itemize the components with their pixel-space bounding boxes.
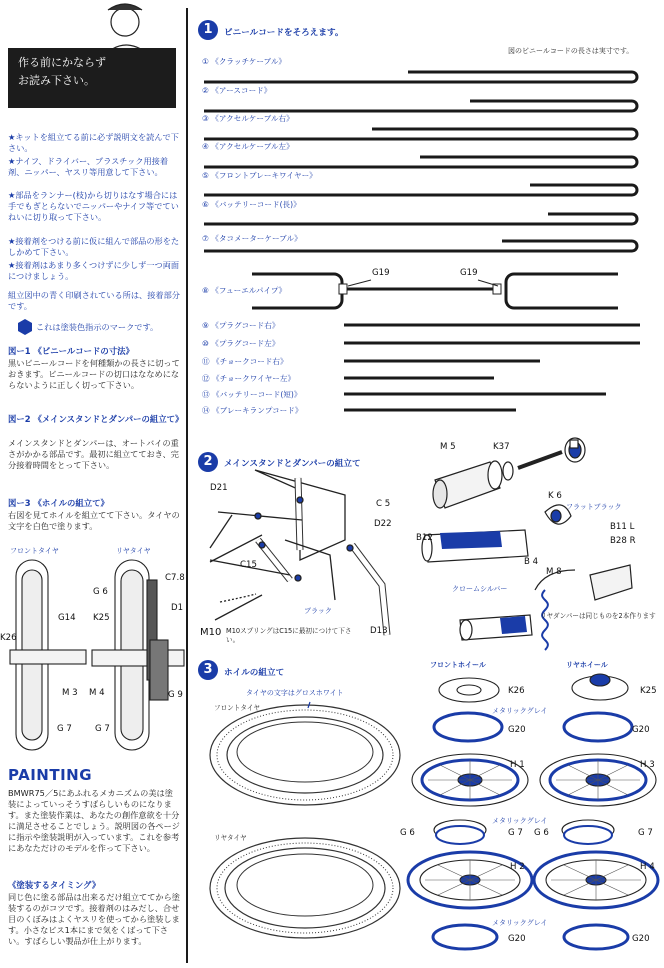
metallic-gray-label-3: メタリックグレイ (492, 919, 548, 927)
bullet-4: ★接着剤をつける前に仮に組んで部品の形をたしかめて下さい。 (8, 236, 180, 257)
part-g19-right: G19 (460, 268, 478, 278)
cord-label-5: ⑤ 《フロントブレーキワイヤー》 (202, 171, 317, 180)
part-m5: M 5 (440, 442, 456, 452)
column-divider (186, 8, 188, 963)
part-g19-left: G19 (372, 268, 390, 278)
rear-tire-caption: リヤタイヤ (214, 834, 247, 842)
part-c78: C7.8 (165, 573, 185, 583)
part-g7-rear: G 7 (95, 724, 110, 734)
actual-size-note: 図のビニールコードの長さは実寸です。 (508, 47, 634, 55)
part-g14: G14 (58, 613, 76, 623)
tire-text-note: タイヤの文字はグロスホワイト (246, 689, 344, 697)
read-first-board (8, 48, 176, 108)
bullet-1: ★キットを組立てる前に必ず説明文を読んで下さい。 (8, 132, 179, 153)
front-wheel-label: フロントホイール (430, 661, 486, 669)
paint-mark-icon (18, 319, 32, 335)
part-g9: G 9 (168, 690, 183, 700)
main-stand-illustration (210, 470, 387, 635)
painting-text: BMWR75／5にあふれるメカニズムの美は塗装によっていっそうすばらしいものになります。また塗装作業は、あなたの創作意欲を十分に満足させることでしょう。説明図の各ページに指示や塗装説明が入っています。これを参考にあなただけのモデルを作って下さい。 (8, 788, 180, 853)
bullet-2: ★ナイフ、ドライバー、プラスチック用接着剤、ニッパー、ヤスリ等用意して下さい。 (8, 156, 169, 177)
board-line-1: 作る前にかならず (18, 56, 106, 69)
part-g20-c: G20 (508, 934, 526, 944)
rear-damper-note: リヤダンパーは同じものを2本作ります (540, 612, 656, 620)
part-d13: D13 (370, 626, 388, 636)
front-tire-label: フロントタイヤ (10, 547, 59, 555)
part-d21: D21 (210, 483, 228, 493)
part-g7-rear-wheel: G 7 (638, 828, 653, 838)
timing-title: 《塗装するタイミング》 (8, 880, 101, 890)
part-g20-a: G20 (508, 725, 526, 735)
part-m8: M 8 (546, 567, 562, 577)
cord-label-3: ③ 《アクセルケーブル右》 (202, 114, 294, 123)
black-paint-label: ブラック (304, 607, 332, 615)
cord-label-11: ⑪ 《チョークコード右》 (202, 357, 288, 366)
part-b11: B11 L (610, 522, 635, 532)
part-k26: K26 (0, 633, 17, 643)
part-c15: C15 (240, 560, 257, 570)
timing-text: 同じ色に塗る部品は出来るだけ組立ててから塗装するのがコツです。接着剤のはみだし、合せ目のくぼみはよくヤスリを使ってから塗装します。小さなビス1本にまで気をくばって下さい。すばらしい製品が仕上がります。 (8, 892, 180, 946)
part-h1: H 1 (510, 760, 525, 770)
cord-label-6: ⑥ 《バッテリーコード(長)》 (202, 200, 301, 209)
bullet-3: ★部品をランナー(枝)から切りはなす場合には手でもぎとらないでニッパーやナイフ等でていねいに切り取って下さい。 (8, 190, 179, 222)
step-3-number: 3 (198, 660, 218, 680)
cord-label-1: ① 《クラッチケーブル》 (202, 57, 287, 66)
m10-spring-note: M10スプリングはC15に最初につけて下さい。 (226, 627, 352, 644)
part-k25: K25 (93, 613, 110, 623)
cord-label-7: ⑦ 《タコメーターケーブル》 (202, 234, 302, 243)
step-1-title: ビニールコードをそろえます。 (224, 28, 344, 38)
rear-tire-label: リヤタイヤ (116, 547, 151, 555)
tires-illustration (210, 702, 400, 938)
part-h3: H 3 (640, 760, 655, 770)
fig1-text: 黒いビニールコードを何種類かの長さに切っておきます。ビニールコードの切口はななめにならないように正しく切って下さい。 (8, 358, 180, 390)
part-m3: M 3 (62, 688, 78, 698)
paint-mark-text: これは塗装色指示のマークです。 (36, 322, 159, 332)
part-g6-front: G 6 (400, 828, 415, 838)
fig2-text: メインスタンドとダンパーは、オートバイの重さがかかる部品です。最初に組立てておき、完分接着時間をとって下さい。 (8, 438, 179, 470)
front-tire-caption: フロントタイヤ (214, 704, 261, 712)
metallic-gray-label-1: メタリックグレイ (492, 707, 548, 715)
part-b12: B12 (416, 533, 433, 543)
part-b28: B28 R (610, 536, 636, 546)
cord-label-13: ⑬ 《バッテリーコード(短)》 (202, 390, 302, 399)
part-g20-d: G20 (632, 934, 650, 944)
board-line-2: お読み下さい。 (18, 74, 95, 87)
step-1-number: 1 (198, 20, 218, 40)
part-d22: D22 (374, 519, 392, 529)
cord-label-10: ⑩ 《プラグコード左》 (202, 339, 280, 348)
metallic-gray-label-2: メタリックグレイ (492, 817, 548, 825)
rear-wheel-label: リヤホイール (566, 661, 608, 669)
part-h4: H 4 (640, 862, 655, 872)
part-m10: M10 (200, 627, 222, 638)
cord-label-4: ④ 《アクセルケーブル左》 (202, 142, 294, 151)
part-c5: C 5 (376, 499, 391, 509)
part-k6: K 6 (548, 491, 562, 501)
flat-black-label: フラットブラック (566, 503, 622, 511)
part-h2: H 2 (510, 862, 525, 872)
fig2-title: 図ー2 《メインスタンドとダンパーの組立て》 (8, 414, 184, 424)
fig3-text: 右図を見てホイルを組立てて下さい。タイヤの文字を白色で塗ります。 (8, 510, 180, 531)
cord-label-14: ⑭ 《ブレーキランプコード》 (202, 406, 303, 415)
fig1-title: 図ー1 《ビニールコードの寸法》 (8, 346, 134, 356)
part-k26-wheel: K26 (508, 686, 525, 696)
bullet-5: ★接着剤はあまり多くつけずに少しず一つ両面につけましょう。 (8, 260, 180, 281)
part-k37: K37 (493, 442, 510, 452)
part-k25-wheel: K25 (640, 686, 657, 696)
part-g7-front-wheel: G 7 (508, 828, 523, 838)
part-d1: D1 (171, 603, 184, 613)
step-2-title: メインスタンドとダンパーの組立て (224, 459, 361, 469)
cord-label-2: ② 《アースコード》 (202, 86, 272, 95)
part-b4: B 4 (524, 557, 539, 567)
step-3-title: ホイルの組立て (224, 668, 285, 678)
part-g6: G 6 (93, 587, 108, 597)
part-g7-front: G 7 (57, 724, 72, 734)
step-2-number: 2 (198, 452, 218, 472)
cord-label-8: ⑧ 《フューエルパイプ》 (202, 286, 287, 295)
part-g6-rear: G 6 (534, 828, 549, 838)
fig3-title: 図ー3 《ホイルの組立て》 (8, 498, 109, 508)
cord-label-9: ⑨ 《プラグコード右》 (202, 321, 280, 330)
chrome-silver-label: クロームシルバー (452, 585, 508, 593)
part-m4: M 4 (89, 688, 105, 698)
cord-label-12: ⑫ 《チョークワイヤー左》 (202, 374, 296, 383)
g19-fittings (339, 280, 501, 294)
painting-heading: PAINTING (8, 766, 93, 784)
part-g20-b: G20 (632, 725, 650, 735)
adhesive-note: 組立図中の青く印刷されている所は、接着部分です。 (8, 290, 180, 311)
